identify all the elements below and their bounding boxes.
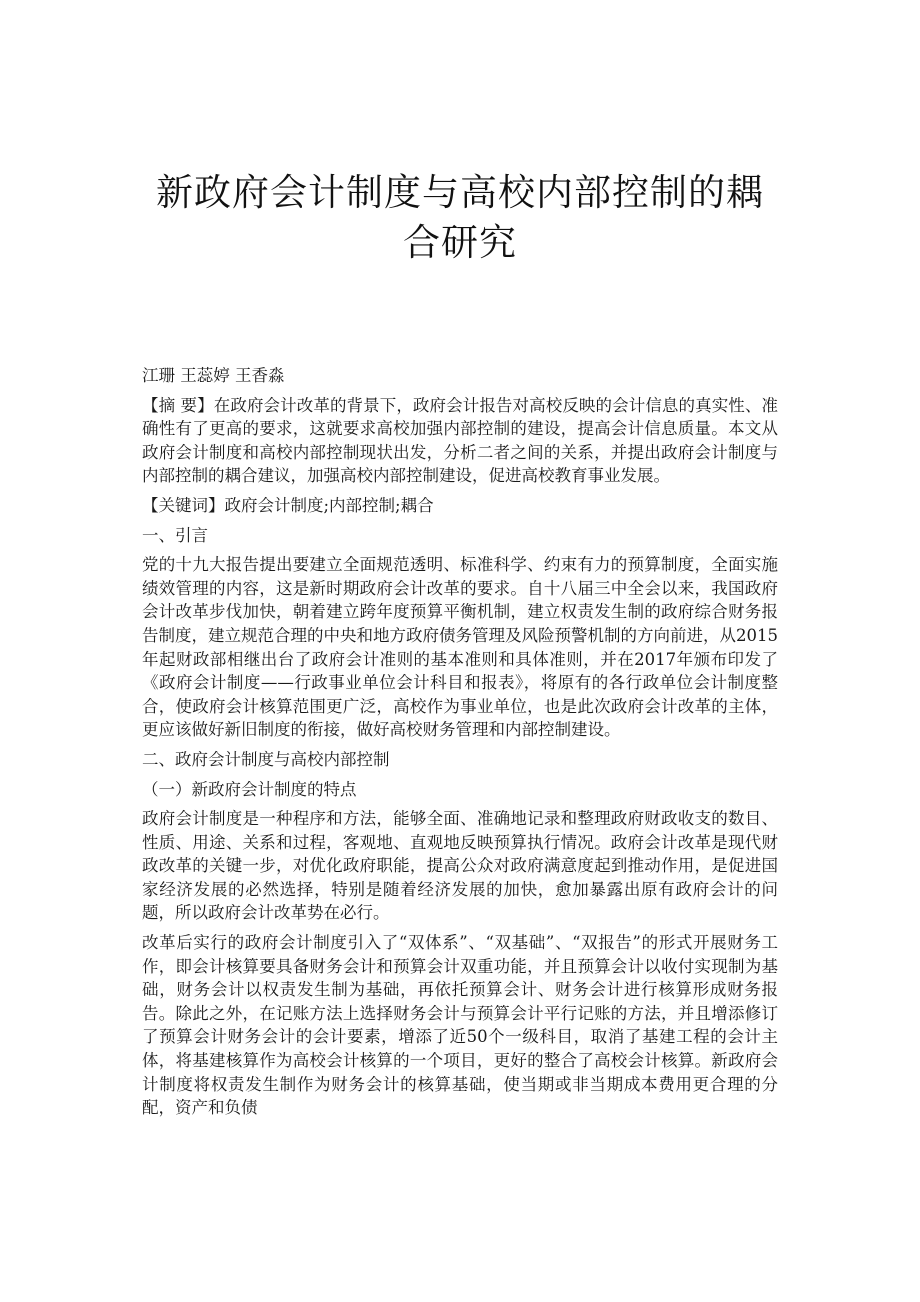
section-heading-2: 二、政府会计制度与高校内部控制 xyxy=(142,749,390,769)
abstract-label: 【摘 要】 xyxy=(142,395,214,415)
keywords-label: 【关键词】 xyxy=(142,495,225,515)
author-list: 江珊 王蕊婷 王香淼 xyxy=(142,366,285,385)
paragraph-introduction: 党的十九大报告提出要建立全面规范透明、标准科学、约束有力的预算制度，全面实施绩效管理的内容，这是新时期政府会计改革的要求。自十八届三中全会以来，我国政府会计改革步伐加快，朝着建立跨年度预算平衡机制，建立权责发生制的政府综合财务报告制度，建立规范合理的中央和地方政府债务管理及风险预警机制的方向前进，从2015年起财政部相继出台了政府会计准则的基本准则和具体准则，并在2017年颁布印发了《政府会计制度——行政事业单位会计科目和报表》，将原有的各行政单位会计制度整合，使政府会计核算范围更广泛，高校作为事业单位，也是此次政府会计改革的主体，更应该做好新旧制度的衔接，做好高校财务管理和内部控制建设。 xyxy=(142,555,778,740)
subsection-heading-2-1: （一）新政府会计制度的特点 xyxy=(142,779,357,799)
paragraph-2-1-b: 改革后实行的政府会计制度引入了“双体系”、“双基础”、“双报告”的形式开展财务工作，即会计核算要具备财务会计和预算会计双重功能，并且预算会计以收付实现制为基础，财务会计以权责发生制为基础，再依托预算会计、财务会计进行核算形成财务报告。除此之外，在记账方法上选择财务会计与预算会计平行记账的方法，并且增添修订了预算会计财务会计的会计要素，增添了近50个一级科目，取消了基建工程的会计主体，将基建核算作为高校会计核算的一个项目，更好的整合了高校会计核算。新政府会计制度将权责发生制作为财务会计的核算基础，使当期或非当期成本费用更合理的分配，资产和负债 xyxy=(142,933,778,1118)
keywords xyxy=(142,494,778,518)
paragraph-2-1-a: 政府会计制度是一种程序和方法，能够全面、准确地记录和整理政府财政收支的数目、性质、用途、关系和过程，客观地、直观地反映预算执行情况。政府会计改革是现代财政改革的关键一步，对优化政府职能，提高公众对政府满意度起到推动作用，是促进国家经济发展的必然选择，特别是随着经济发展的加快，愈加暴露出原有政府会计的问题，所以政府会计改革势在必行。 xyxy=(142,809,778,923)
section-heading-introduction: 一、引言 xyxy=(142,525,208,545)
keywords-text: 政府会计制度;内部控制;耦合 xyxy=(224,495,434,515)
abstract-text: 在政府会计改革的背景下，政府会计报告对高校反映的会计信息的真实性、准确性有了更高的要求，这就要求高校加强内部控制的建设，提高会计信息质量。本文从政府会计制度和高校内部控制现状出发，分析二者之间的关系，并提出政府会计制度与内部控制的耦合建议，加强高校内部控制建设，促进高校教育事业发展。 xyxy=(142,395,779,486)
paper-title: 新政府会计制度与高校内部控制的耦合研究 xyxy=(156,171,764,264)
paper-body xyxy=(142,364,778,1120)
abstract xyxy=(142,394,778,488)
